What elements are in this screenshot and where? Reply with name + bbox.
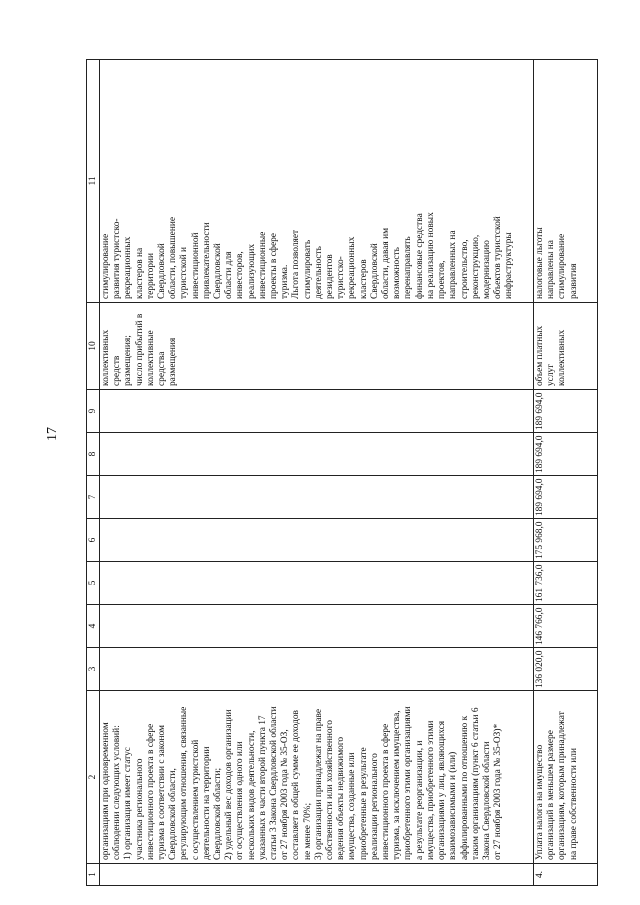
header-cell: 9 (87, 390, 100, 433)
text-line: туризма в соответствии с законом (157, 725, 168, 860)
text-line: туризма. (280, 264, 291, 299)
value-cell: 189 694,0 (534, 390, 598, 433)
text-line: имущества, приобретенного этими (425, 720, 436, 860)
text-line: туризма, за исключением имущества, (392, 710, 403, 860)
text-line: средств (112, 355, 123, 386)
text-line: составляет в общей сумме ее доходов (291, 710, 302, 860)
text-line: направленных на (448, 230, 459, 299)
text-line: возможность (392, 247, 403, 299)
text-line: налоговые льготы (535, 227, 545, 299)
text-line: Свердловской области; (213, 767, 224, 860)
text-line: деятельность (313, 246, 324, 299)
value-cell: 175 968,0 (534, 519, 598, 562)
text-line: строительство, (459, 239, 470, 299)
text-line: резидентов (325, 254, 336, 299)
text-line: не менее 70%; (302, 802, 313, 860)
page-number: 17 (45, 427, 60, 441)
text-line: собственности или хозяйственного (325, 720, 336, 860)
value-cell: 189 694,0 (534, 476, 598, 519)
text-line: проекты в сфере (269, 233, 280, 299)
text-line: регулирующим отношения, связанные (179, 706, 190, 860)
text-line: услуг (546, 363, 557, 386)
text-line: Закона Свердловской области (481, 741, 492, 860)
header-cell: 8 (87, 433, 100, 476)
goal-cell (534, 60, 598, 303)
text-line: на реализацию новых (425, 212, 436, 299)
indicator-cell (100, 303, 534, 390)
value-cell: 146 766,0 (534, 605, 598, 648)
text-line: число прибытий в (134, 313, 145, 386)
text-line: организациям, которым принадлежат (557, 711, 568, 860)
text-line: рекреационных (123, 236, 134, 299)
header-cell: 4 (87, 605, 100, 648)
table-row (100, 60, 534, 886)
row-number (100, 864, 534, 886)
text-line: реализующих (246, 243, 257, 299)
text-line: инвестиционного проекта в сфере (381, 723, 392, 860)
text-line: 1) организация имеет статус (123, 747, 134, 860)
text-line: перенаправлять (403, 236, 414, 299)
text-line: модернизацию (481, 240, 492, 299)
text-line: от 27 ноября 2003 года № 35-ОЗ, (280, 729, 291, 860)
text-line: объем платных (535, 325, 545, 386)
value-cell: 189 694,0 (534, 433, 598, 476)
text-line: указанных в части второй пункта 17 (257, 715, 268, 860)
text-line: стимулирование (557, 233, 568, 299)
text-line: от 27 ноября 2003 года № 35-ОЗ)* (493, 723, 504, 860)
text-line: инвестиционной (190, 232, 201, 299)
text-line: инвесторов, (235, 251, 246, 299)
value-cell: 136 020,0 (534, 648, 598, 691)
text-line: организаций в меньшем размере (546, 730, 557, 860)
text-line: инфраструктуры (504, 232, 515, 299)
text-line: соблюдении следующих условий: (112, 725, 123, 860)
value-cell (100, 562, 534, 605)
text-line: ведения объекты недвижимого (336, 736, 347, 860)
value-cell (100, 648, 534, 691)
text-line: коллективных (101, 329, 111, 386)
text-line: Свердловской области, (168, 768, 179, 860)
benefit-description (100, 691, 534, 864)
text-line: туристско- (336, 256, 347, 299)
table-row (534, 60, 598, 886)
text-line: размещения; (123, 335, 134, 386)
text-line: развития туристско- (112, 218, 123, 299)
text-line: таким организациям (пункт 6 статьи 6 (470, 707, 481, 860)
goal-cell (100, 60, 534, 303)
text-line: средства (157, 351, 168, 386)
text-line: Уплата налога на имущество (535, 744, 545, 860)
text-line: реконструкцию, (470, 234, 481, 299)
header-cell: 2 (87, 691, 100, 864)
rotated-page (86, 60, 614, 886)
text-line: а результате реорганизации, и (414, 740, 425, 860)
text-line: проектов, (437, 260, 448, 299)
text-line: Свердловской (213, 243, 224, 299)
header-cell: 5 (87, 562, 100, 605)
text-line: аффилированными по отношению к (459, 715, 470, 860)
text-line: нескольких видов деятельности, (246, 730, 257, 860)
table-header-row (87, 60, 100, 886)
text-line: объектов туристской (493, 216, 504, 299)
text-line: 2) удельный вес доходов организации (224, 709, 235, 860)
tax-benefits-table (86, 59, 598, 886)
value-cell (100, 476, 534, 519)
header-cell: 10 (87, 303, 100, 390)
text-line: Свердловской (157, 243, 168, 299)
text-line: 3) организации принадлежат на праве (313, 708, 324, 860)
text-line: коллективных (557, 329, 568, 386)
benefit-description (534, 691, 598, 864)
value-cell (100, 433, 534, 476)
text-line: размещения (168, 337, 179, 386)
value-cell (100, 605, 534, 648)
text-line: на праве собственности или (568, 748, 579, 860)
text-line: коллективные (145, 330, 156, 386)
text-line: туристской и (179, 246, 190, 299)
indicator-cell (534, 303, 598, 390)
header-cell: 7 (87, 476, 100, 519)
header-cell: 6 (87, 519, 100, 562)
text-line: с осуществлением туристской (190, 739, 201, 860)
text-line: организациям при одновременном (101, 722, 111, 860)
header-cell: 1 (87, 864, 100, 886)
text-line: кластеров на (134, 247, 145, 299)
text-line: области для (224, 251, 235, 299)
text-line: реализации регионального (369, 753, 380, 860)
text-line: участника регионального (134, 758, 145, 860)
text-line: стимулирование (101, 233, 111, 299)
text-line: области, давая им (381, 227, 392, 299)
text-line: кластеров (358, 259, 369, 299)
text-line: стимулировать (302, 239, 313, 299)
header-cell: 3 (87, 648, 100, 691)
text-line: Льгота позволяет (291, 229, 302, 299)
text-line: инвестиционные (257, 231, 268, 299)
value-cell (100, 519, 534, 562)
text-line: финансовые средства (414, 213, 425, 299)
text-line: инвестиционного проекта в сфере (145, 723, 156, 860)
text-line: организациями у лиц, являющихся (437, 720, 448, 860)
text-line: приобретенные в результате (358, 747, 369, 860)
value-cell: 161 736,0 (534, 562, 598, 605)
text-line: приобретенного этими организациями (403, 706, 414, 860)
text-line: направлены на (546, 240, 557, 299)
row-number: 4. (534, 864, 598, 886)
text-line: от осуществления одного или (235, 741, 246, 860)
value-cell (100, 390, 534, 433)
text-line: деятельности на территории (201, 746, 212, 860)
text-line: территории (145, 252, 156, 299)
text-line: статьи 3 Закона Свердловской области (269, 706, 280, 860)
text-line: рекреационных (347, 236, 358, 299)
text-line: взаимозависимыми и (или) (448, 751, 459, 860)
text-line: Свердловской (369, 243, 380, 299)
header-cell: 11 (87, 60, 100, 303)
text-line: области, повышение (168, 216, 179, 299)
text-line: развития (568, 263, 579, 299)
text-line: привлекательности (201, 222, 212, 299)
text-line: имущества, созданные или (347, 752, 358, 860)
